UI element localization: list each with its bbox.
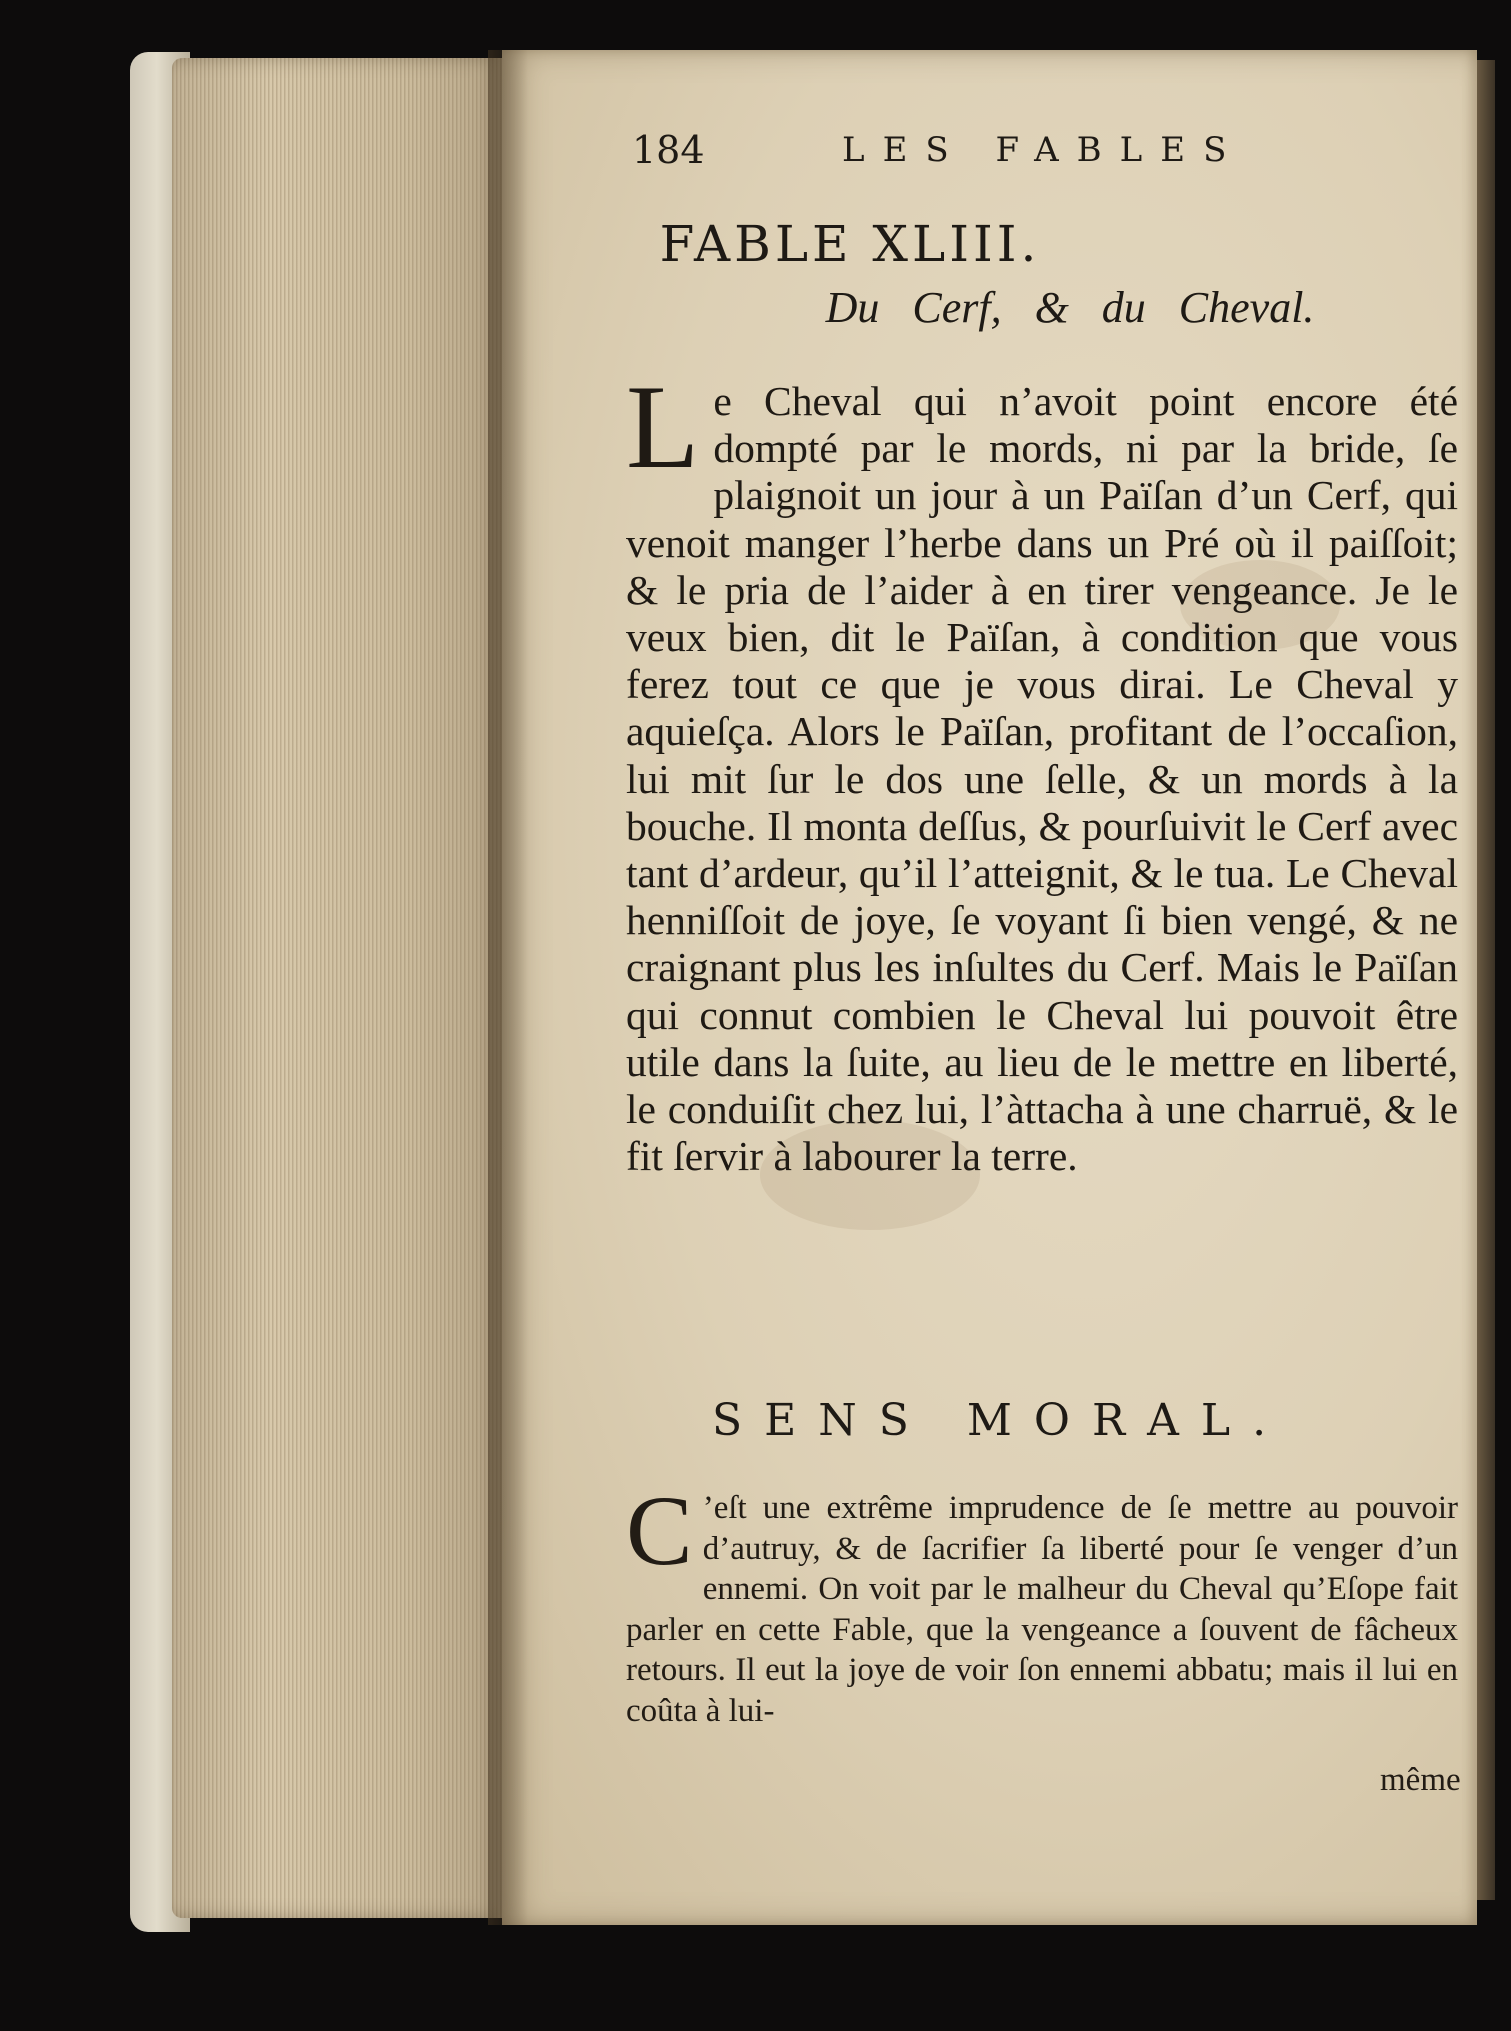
fable-body: e Cheval qui n’avoit point encore été dompté par le mords, ni par la bride, ſe plaignoit un jour à un Païſan d’un Cerf, qui venoit manger l’herbe dans un Pré où il paiſſoit; & le pria de l’aider à en tirer vengeance. Je le veux bien, dit le Païſan, à condition que vous ferez tout ce que je vous dirai. Le Cheval y aquieſça. Alors le Païſan, profitant de l’occaſion, lui mit ſur le dos une ſelle, & un mords à la bouche. Il monta deſſus, & pourſuivit le Cerf avec tant d’ardeur, qu’il l’atteignit, & le tua. Le Cheval henniſſoit de joye, ſe voyant ſi bien vengé, & ne craignant plus les inſultes du Cerf. Mais le Païſan qui connut combien le Cheval lui pouvoit être utile dans la ſuite, au lieu de le mettre en liberté, le conduiſit chez lui, l’àttacha à une charruë, & le fit ſervir à labourer la terre. xyxy=(626,378,1458,1180)
moral-text xyxy=(626,1475,1458,1731)
moral-body: ’eſt une extrême imprudence de ſe mettre au pouvoir d’autruy, & de ſacrifier ſa liberté pour ſe venger d’un ennemi. On voit par le malheur du Cheval qu’Eſope fait parler en cette Fable, que la vengeance a ſouvent de fâcheux retours. Il eut la joye de voir ſon ennemi abbatu; mais il lui en coûta à lui- xyxy=(626,1490,1458,1729)
spine-shadow xyxy=(488,50,528,1925)
fable-title: FABLE XLIII. xyxy=(659,215,1041,273)
drop-cap: L xyxy=(626,360,700,493)
moral-heading: SENS MORAL. xyxy=(711,1395,1289,1446)
page-number: 184 xyxy=(632,128,705,172)
moral-drop-cap: C xyxy=(626,1475,693,1586)
fable-subtitle: Du Cerf, & du Cheval. xyxy=(825,283,1315,332)
catchword: même xyxy=(1380,1762,1461,1798)
page-edges xyxy=(172,58,502,1918)
fable-text xyxy=(626,360,1458,1180)
next-page-edge xyxy=(1477,60,1495,1900)
running-head: LES FABLES xyxy=(842,130,1245,170)
page-header xyxy=(632,128,1252,188)
